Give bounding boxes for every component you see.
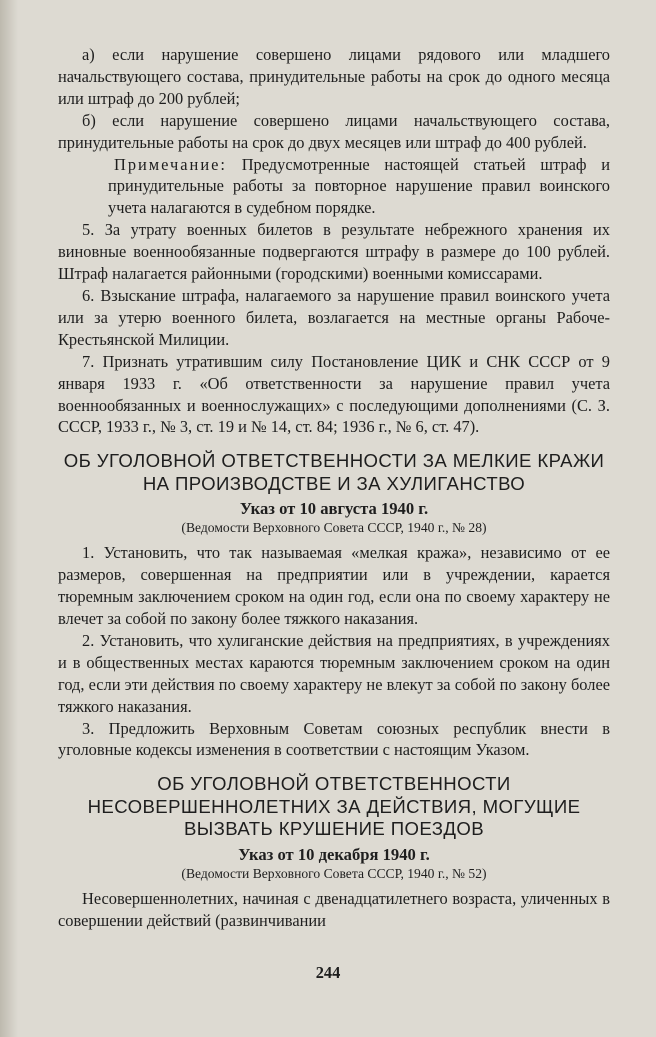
section1-article-2: 2. Установить, что хулиганские действия на предприятиях, в учреждениях и в общественных местах караются тюремным заключением сроком на один год, если эти действия по своему характеру не влекут за собой по закону более тяжкого наказания. — [58, 630, 610, 716]
section1-article-3: 3. Предложить Верховным Советам союзных республик внести в уголовные кодексы изменения в соответствии с настоящим Указом. — [58, 718, 610, 760]
note-first-line — [58, 154, 610, 220]
section-heading-petty-theft: ОБ УГОЛОВНОЙ ОТВЕТСТВЕННОСТИ ЗА МЕЛКИЕ КРАЖИ НА ПРОИЗВОДСТВЕ И ЗА ХУЛИГАНСТВО — [63, 450, 605, 494]
article-6: 6. Взыскание штрафа, налагаемого за нарушение правил воинского учета или за утерю военного билета, возлагается на местные органы Рабоче-Крестьянской Милиции. — [58, 285, 610, 349]
note-text: Предусмотренные настоящей статьей штраф и принудительные работы за повторное нарушение правил воинского учета налагаются в судебном порядке. — [108, 154, 610, 218]
section2-paragraph-1: Несовершеннолетних, начиная с двенадцатилетнего возраста, уличенных в совершении действий (развинчивании — [58, 888, 610, 930]
clause-b: б) если нарушение совершено лицами начальствующего состава, принудительные работы на срок до двух месяцев или штраф до 400 рублей. — [58, 110, 610, 152]
decree-source-august: (Ведомости Верховного Совета СССР, 1940 г., № 28) — [181, 520, 487, 536]
article-5: 5. За утрату военных билетов в результате небрежного хранения их виновные военнообязанные подвергаются штрафу в размере до 100 рублей. Штраф налагается районными (городскими) военными комиссарами. — [58, 220, 610, 284]
page-number: 244 — [315, 963, 341, 982]
section1-article-1: 1. Установить, что так называемая «мелкая кража», независимо от ее размеров, совершенная на предприятии или в учреждении, карается тюремным заключением сроком на один год, если она по своему характеру не влечет за собой по закону более тяжкого наказания. — [58, 543, 610, 629]
decree-date-august: Указ от 10 августа 1940 г. — [239, 499, 429, 519]
clause-a: а) если нарушение совершено лицами рядового или младшего начальствующего состава, принудительные работы на срок до одного месяца или штраф до 200 рублей; — [58, 45, 610, 108]
article-7: 7. Признать утратившим силу Постановление ЦИК и СНК СССР от 9 января 1933 г. «Об ответственности за нарушение правил учета военнообязанных и военнослужащих» с последующими дополнениями (С. З. СССР, 1933 г., № 3, ст. 19 и № 14, ст. 84; 1936 г., № 6, ст. 47). — [58, 351, 610, 437]
decree-source-december: (Ведомости Верховного Совета СССР, 1940 г., № 52) — [181, 865, 487, 881]
decree-date-december: Указ от 10 декабря 1940 г. — [238, 844, 430, 864]
section-heading-minors: ОБ УГОЛОВНОЙ ОТВЕТСТВЕННОСТИ НЕСОВЕРШЕННОЛЕТНИХ ЗА ДЕЙСТВИЯ, МОГУЩИЕ ВЫЗВАТЬ КРУШЕНИЕ ПОЕЗДОВ — [87, 773, 581, 840]
note-label: Примечание: — [114, 154, 227, 174]
